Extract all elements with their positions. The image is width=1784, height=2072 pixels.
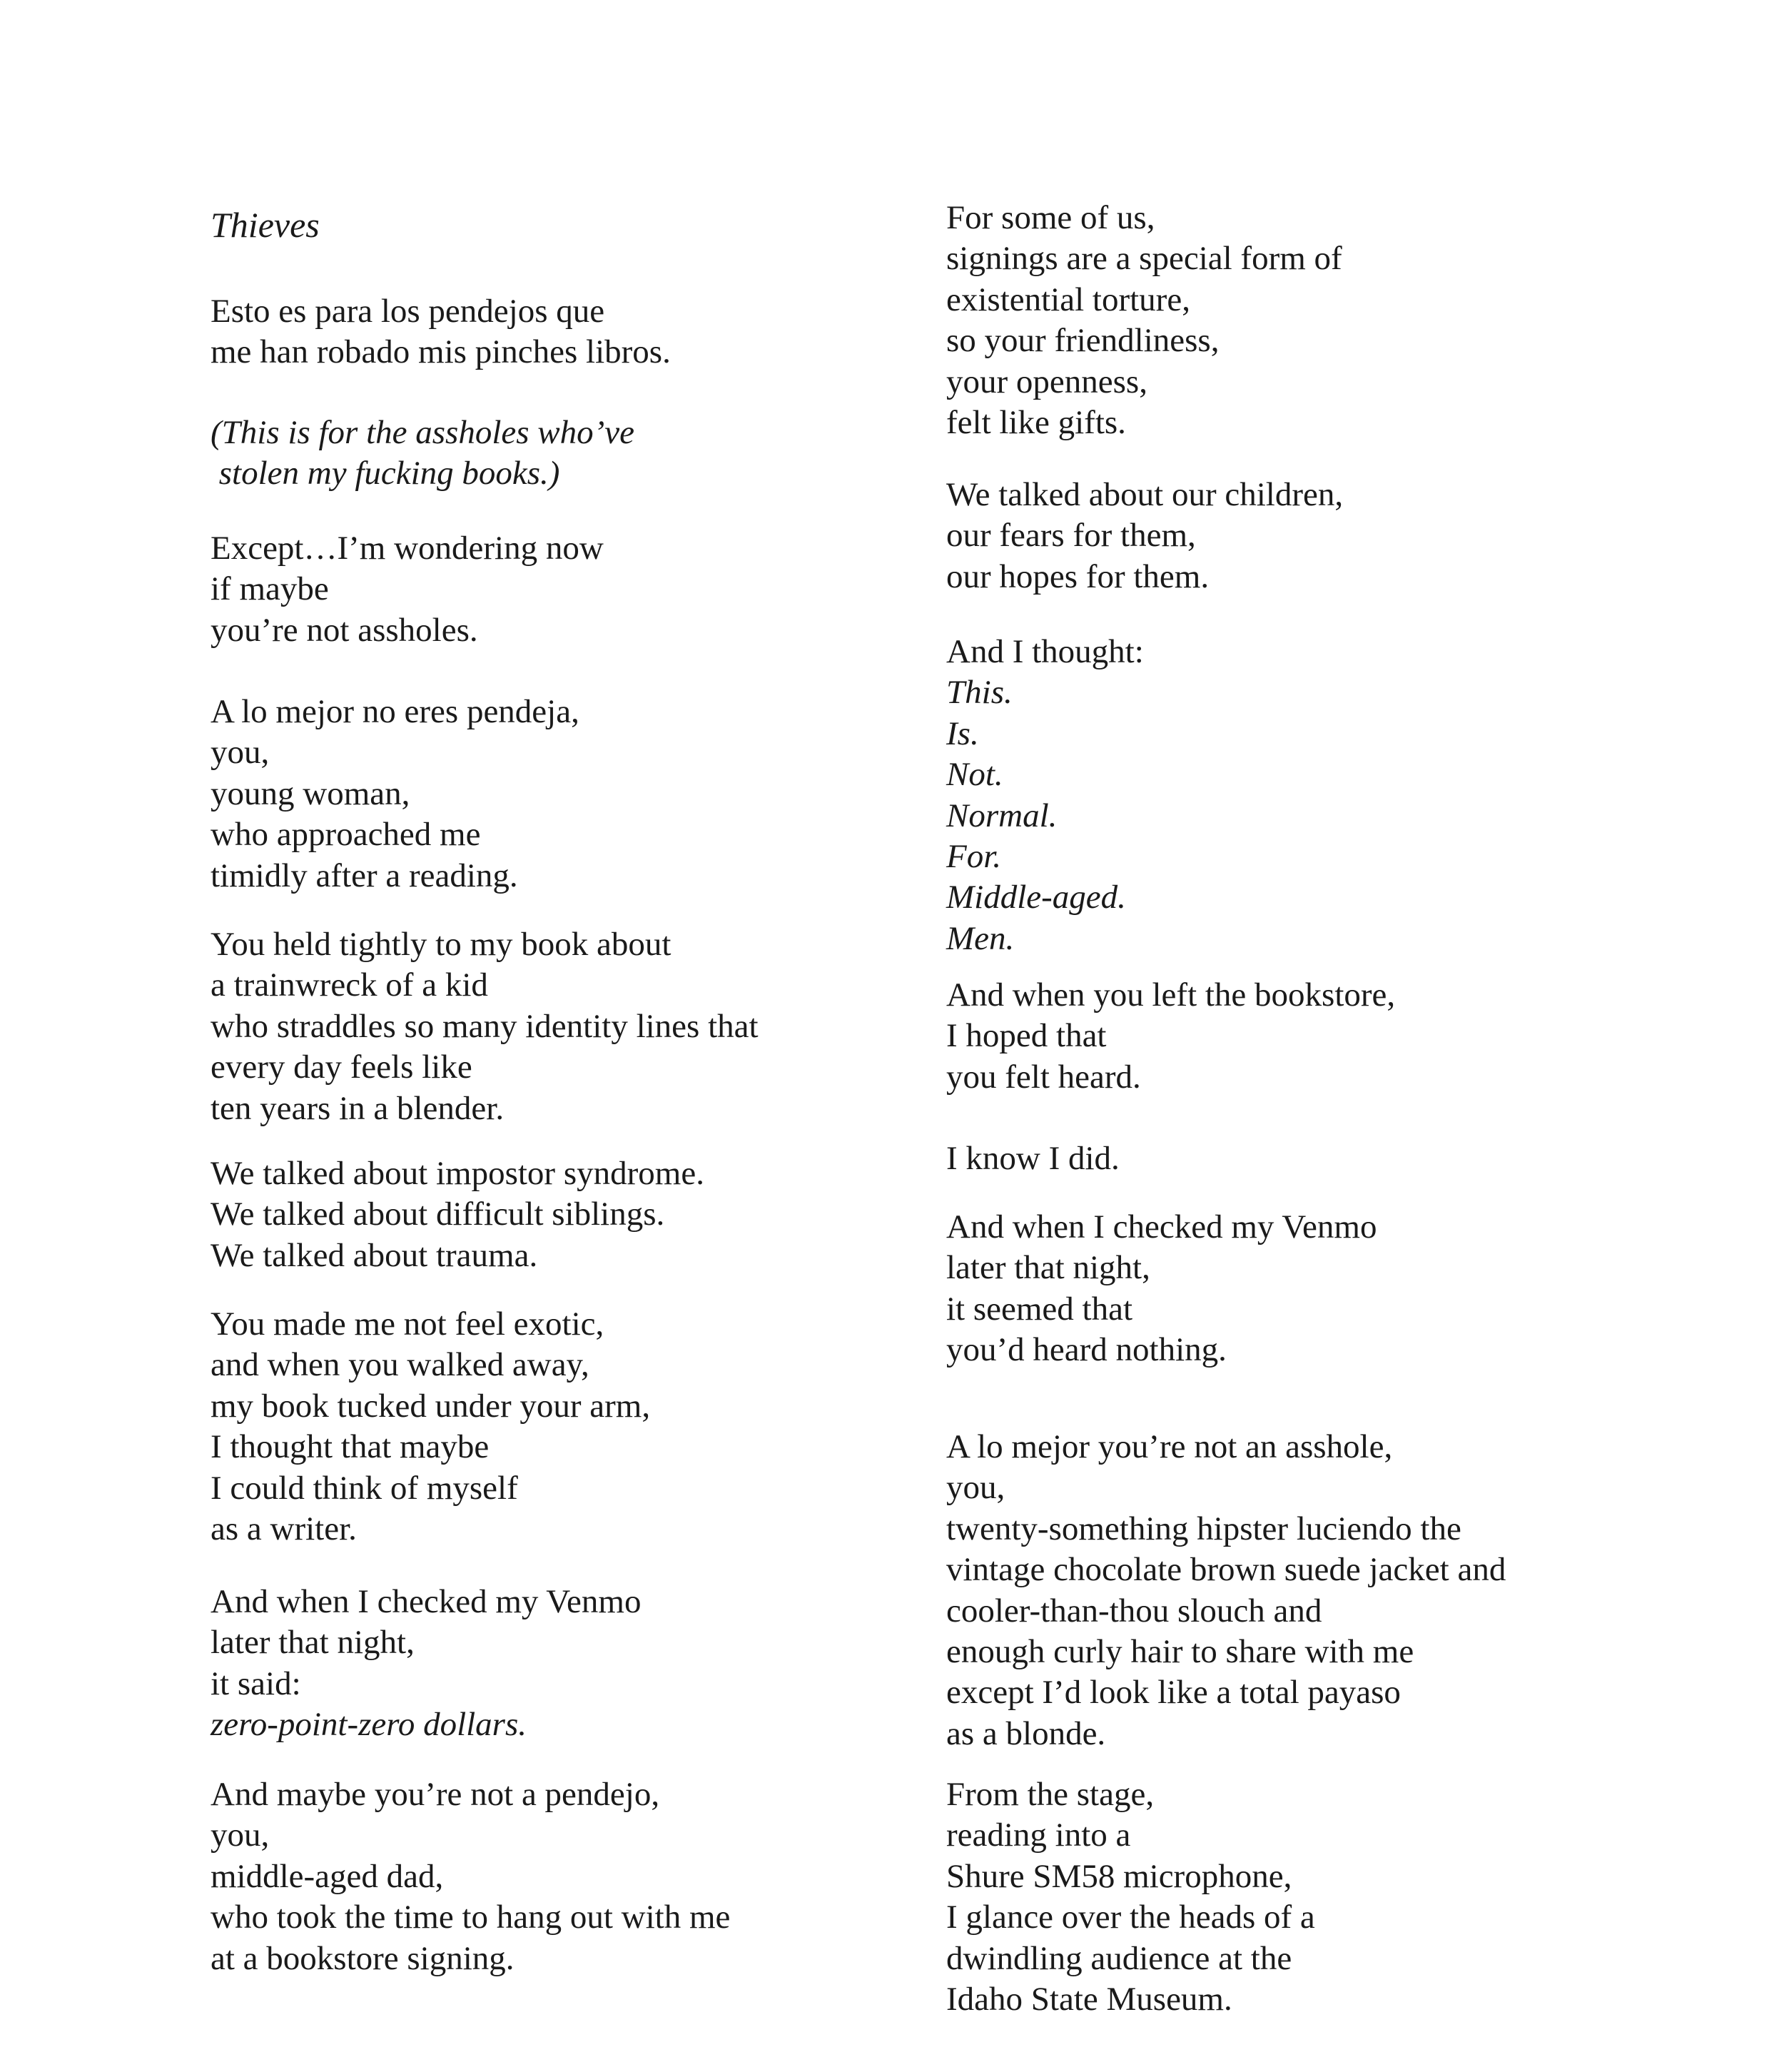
stanza: [946, 1138, 1120, 1179]
poem-line: every day feels like: [211, 1048, 472, 1086]
poem-line: A lo mejor no eres pendeja,: [211, 693, 579, 730]
poem-line: We talked about trauma.: [211, 1236, 538, 1274]
poem-line: twenty-something hipster luciendo the: [946, 1510, 1461, 1547]
poem-line: our hopes for them.: [946, 557, 1210, 595]
poem-line: Is.: [946, 714, 979, 752]
poem-line: timidly after a reading.: [211, 856, 518, 894]
poem-line: I know I did.: [946, 1140, 1120, 1177]
poem-line: (This is for the assholes who’ve: [211, 414, 635, 451]
stanza: [946, 975, 1395, 1098]
poem-line: Shure SM58 microphone,: [946, 1857, 1292, 1895]
poem-line: And when you left the bookstore,: [946, 976, 1396, 1014]
poem-line: young woman,: [211, 774, 410, 812]
poem-line: ten years in a blender.: [211, 1089, 505, 1127]
poem-line: This.: [946, 674, 1013, 712]
stanza: [946, 1207, 1377, 1371]
stanza: [211, 528, 604, 651]
poem-line: Except…I’m wondering now: [211, 530, 604, 567]
poem-line: who straddles so many identity lines that: [211, 1007, 759, 1045]
poem-line: you,: [211, 1816, 270, 1854]
poem-line: Idaho State Museum.: [946, 1981, 1232, 2018]
poem-line: a trainwreck of a kid: [211, 966, 488, 1004]
stanza: [211, 1774, 730, 1979]
poem-line: Esto es para los pendejos que: [211, 293, 605, 330]
poem-line: as a blonde.: [946, 1714, 1106, 1752]
poem-line: so your friendliness,: [946, 322, 1220, 360]
poem-line: I glance over the heads of a: [946, 1899, 1315, 1936]
poem-line: felt like gifts.: [946, 404, 1126, 442]
poem-line: vintage chocolate brown suede jacket and: [946, 1551, 1506, 1589]
stanza: [211, 291, 671, 373]
poem-line: I thought that maybe: [211, 1428, 490, 1466]
poem-line: as a writer.: [211, 1510, 357, 1548]
poem-line: signings are a special form of: [946, 240, 1342, 278]
stanza: [211, 1153, 704, 1276]
poem-line: and when you walked away,: [211, 1346, 589, 1384]
poem-line: later that night,: [211, 1624, 415, 1662]
poem-line: I hoped that: [946, 1017, 1107, 1055]
poem-line: it said:: [211, 1664, 301, 1702]
stanza: [946, 1427, 1506, 1754]
stanza: [946, 198, 1342, 443]
poem-line: A lo mejor you’re not an asshole,: [946, 1428, 1393, 1465]
poem-line: Normal.: [946, 797, 1058, 834]
stanza: [946, 1774, 1315, 2020]
poem-line: it seemed that: [946, 1290, 1133, 1328]
poem-line: reading into a: [946, 1816, 1131, 1854]
poem-line: existential torture,: [946, 281, 1190, 318]
stanza: [211, 1582, 641, 1746]
poem-line: your openness,: [946, 363, 1147, 400]
poem-line: zero-point-zero dollars.: [211, 1706, 527, 1744]
poem-line: And I thought:: [946, 633, 1144, 670]
poem-line: We talked about our children,: [946, 476, 1344, 513]
stanza: [211, 924, 759, 1129]
poem-line: middle-aged dad,: [211, 1857, 444, 1895]
poem-line: dwindling audience at the: [946, 1939, 1292, 1977]
poem-line: You held tightly to my book about: [211, 926, 671, 963]
poem-line: For.: [946, 838, 1002, 876]
poem-line: And when I checked my Venmo: [946, 1208, 1377, 1245]
poem-line: my book tucked under your arm,: [211, 1387, 651, 1425]
poem-line: We talked about impostor syndrome.: [211, 1155, 704, 1192]
poem-line: later that night,: [946, 1249, 1150, 1287]
poem-line: Men.: [946, 919, 1015, 957]
poem-line: And maybe you’re not a pendejo,: [211, 1776, 660, 1813]
poem-line: you,: [946, 1469, 1005, 1507]
poem-line: stolen my fucking books.): [211, 455, 560, 492]
poem-line: me han robado mis pinches libros.: [211, 333, 671, 371]
poem-line: You made me not feel exotic,: [211, 1305, 604, 1343]
poem-line: who approached me: [211, 816, 481, 854]
poem-line: who took the time to hang out with me: [211, 1899, 731, 1936]
poem-line: you felt heard.: [946, 1058, 1141, 1096]
poem-line: From the stage,: [946, 1776, 1155, 1813]
poem-line: you’re not assholes.: [211, 611, 478, 649]
stanza: [211, 1304, 650, 1550]
poem-line: except I’d look like a total payaso: [946, 1674, 1401, 1712]
poem-line: if maybe: [211, 570, 329, 608]
poem-line: cooler-than-thou slouch and: [946, 1592, 1322, 1629]
poem-line: you’d heard nothing.: [946, 1331, 1227, 1369]
poem-line: And when I checked my Venmo: [211, 1583, 642, 1620]
poem-line: enough curly hair to share with me: [946, 1633, 1414, 1671]
stanza: [946, 632, 1144, 959]
poem-line: you,: [211, 734, 270, 772]
stanza: [946, 475, 1343, 597]
poem-line: our fears for them,: [946, 517, 1196, 555]
poem-line: For some of us,: [946, 199, 1155, 236]
poem-line: We talked about difficult siblings.: [211, 1196, 665, 1233]
poem-line: Middle-aged.: [946, 879, 1126, 916]
poem-line: at a bookstore signing.: [211, 1939, 515, 1977]
stanza: [211, 692, 579, 896]
poem-line: Not.: [946, 756, 1003, 794]
stanza: [211, 413, 634, 495]
poem-title: Thieves: [211, 205, 320, 245]
poem-line: I could think of myself: [211, 1469, 518, 1507]
